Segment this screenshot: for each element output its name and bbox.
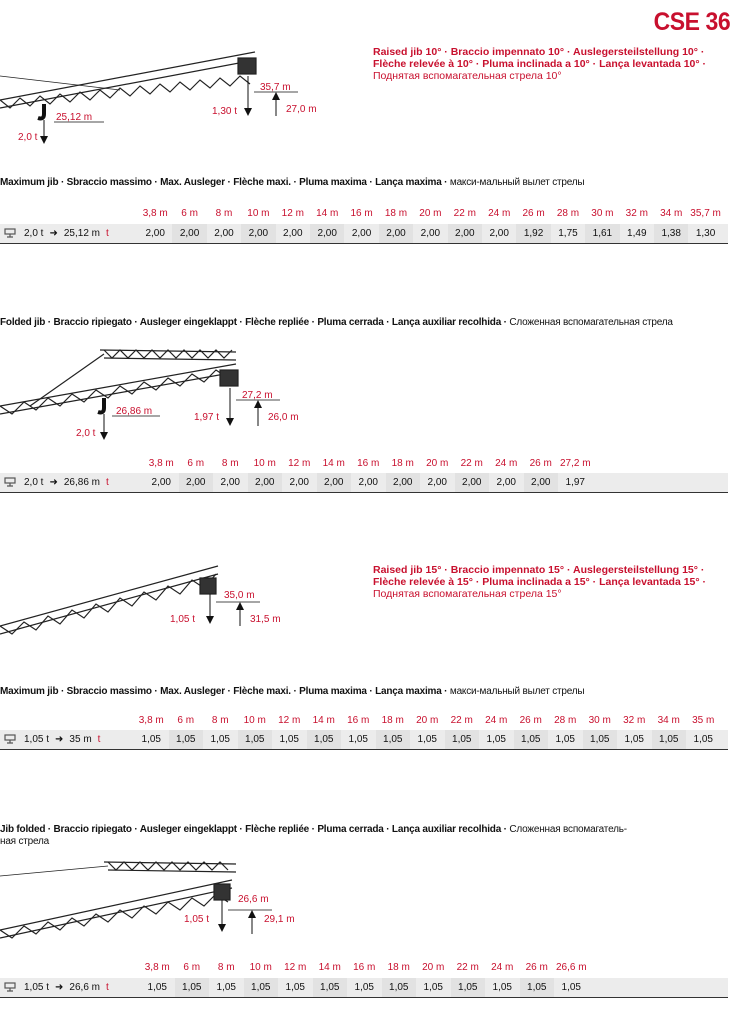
table-cell: 1,75 xyxy=(558,228,578,239)
tip-radius-label: 35,7 m xyxy=(260,82,291,93)
hook-icon xyxy=(98,398,104,413)
table-cell: 1,05 xyxy=(382,978,417,997)
row-radius: 26,86 m xyxy=(63,477,100,488)
unit-label: t xyxy=(97,734,101,745)
tip-radius-label: 27,2 m xyxy=(242,390,273,401)
table-cell: 1,05 xyxy=(652,730,687,749)
table-cell: 2,00 xyxy=(379,224,413,243)
table-cell: 1,05 xyxy=(555,734,575,745)
hook-height-label: 31,5 m xyxy=(250,614,281,625)
column-header: 16 m xyxy=(357,458,380,469)
table-cell: 1,05 xyxy=(285,982,305,993)
table-cell: 1,05 xyxy=(175,978,210,997)
column-header: 35,7 m xyxy=(690,208,721,219)
table-cell: 1,05 xyxy=(583,730,618,749)
column-header: 12 m xyxy=(288,458,311,469)
column-header: 26 m xyxy=(525,962,548,973)
column-header: 22 m xyxy=(453,208,476,219)
table-cell: 2,00 xyxy=(248,473,283,492)
column-header: 6 m xyxy=(181,208,198,219)
section-title-max-jib-10: Maximum jib · Sbraccio massimo · Max. Ausleger · Flèche maxi. · Pluma maxima · Lança maxima · макси-мальный вылет стрелы xyxy=(0,177,585,188)
arrow-icon: ➜ xyxy=(55,982,64,993)
column-header: 10 m xyxy=(247,208,270,219)
jib-radius-label: 26,86 m xyxy=(116,406,153,417)
column-header: 3,8 m xyxy=(144,962,170,973)
column-header: 24 m xyxy=(495,458,518,469)
column-header: 16 m xyxy=(350,208,373,219)
row-lead xyxy=(4,473,109,492)
column-header: 10 m xyxy=(249,962,272,973)
column-header: 20 m xyxy=(419,208,442,219)
table-cell: 1,05 xyxy=(486,734,506,745)
table-cell: 1,05 xyxy=(238,730,273,749)
row-lead xyxy=(4,224,109,243)
tip-load-label: 1,05 t xyxy=(170,614,196,625)
column-header: 26 m xyxy=(529,458,552,469)
section-title-folded-jib-10: Folded jib · Braccio ripiegato · Ausleger eingeklappt · Flèche repliée · Pluma cerrada · Lança auxiliar recolhida · Сложенная вспомагательная стрела xyxy=(0,317,673,328)
unit-label: t xyxy=(106,982,109,993)
table-cell: 2,00 xyxy=(496,477,516,488)
column-header: 3,8 m xyxy=(138,715,164,726)
table-cell: 1,61 xyxy=(585,224,619,243)
table-cell: 1,05 xyxy=(514,730,549,749)
row-load: 1,05 t xyxy=(24,982,50,993)
table-cell: 1,05 xyxy=(376,730,411,749)
column-header: 26,6 m xyxy=(555,962,587,973)
column-header: 18 m xyxy=(384,208,408,219)
column-header: 28 m xyxy=(554,715,577,726)
row-lead xyxy=(4,730,100,749)
table-cell: 2,00 xyxy=(151,477,171,488)
table-cell: 1,05 xyxy=(216,982,236,993)
caption-line-2: Flèche relevée à 15° · Pluma inclinada a 15° · Lança levantada 15° · xyxy=(373,576,707,588)
row-load: 1,05 t xyxy=(24,734,50,745)
column-header: 26 m xyxy=(522,208,545,219)
table-cell: 1,05 xyxy=(141,734,161,745)
unit-label: t xyxy=(106,228,109,239)
column-header: 3,8 m xyxy=(148,458,174,469)
lattice-jib xyxy=(0,52,256,108)
column-header: 24 m xyxy=(488,208,511,219)
column-header: 12 m xyxy=(284,962,307,973)
diagram-raised-jib-15 xyxy=(0,560,300,640)
unit-label: t xyxy=(106,477,109,488)
column-header: 22 m xyxy=(450,715,473,726)
table-cell: 2,00 xyxy=(220,477,240,488)
hook-height-label: 26,0 m xyxy=(268,412,299,423)
table-cell: 2,00 xyxy=(317,473,352,492)
table-cell: 1,05 xyxy=(624,734,644,745)
table-cell: 2,00 xyxy=(241,224,275,243)
hook-icon xyxy=(38,104,44,119)
raised-jib-10-caption xyxy=(373,46,706,82)
table-cell: 1,05 xyxy=(451,978,486,997)
table-cell: 2,00 xyxy=(427,477,447,488)
table-cell: 2,00 xyxy=(214,228,234,239)
table-cell: 1,05 xyxy=(693,734,713,745)
column-header: 6 m xyxy=(187,458,205,469)
column-header: 26 m xyxy=(519,715,542,726)
table-cell: 1,05 xyxy=(210,734,230,745)
column-header: 10 m xyxy=(243,715,266,726)
column-header: 14 m xyxy=(322,458,345,469)
column-header: 34 m xyxy=(657,715,680,726)
table-cell: 2,00 xyxy=(386,473,421,492)
table-row xyxy=(0,224,728,244)
tip-radius-label: 35,0 m xyxy=(224,590,255,601)
table-cell: 2,00 xyxy=(351,228,372,239)
hook-block-icon xyxy=(4,734,16,744)
table-cell: 1,05 xyxy=(561,982,581,993)
tip-load-label: 1,30 t xyxy=(212,106,238,117)
table-cell: 1,05 xyxy=(417,734,437,745)
row-radius: 25,12 m xyxy=(63,228,100,239)
table-cell: 2,00 xyxy=(283,228,303,239)
column-header: 8 m xyxy=(217,962,235,973)
column-header: 27,2 m xyxy=(559,458,591,469)
table-row xyxy=(0,978,728,998)
table-cell: 2,00 xyxy=(172,224,206,243)
column-header: 30 m xyxy=(591,208,614,219)
table-row xyxy=(0,730,728,750)
column-header: 8 m xyxy=(215,208,233,219)
row-radius: 35 m xyxy=(69,734,92,745)
row-load: 2,0 t xyxy=(24,477,44,488)
tip-load-label: 1,97 t xyxy=(194,412,220,423)
column-header: 20 m xyxy=(426,458,449,469)
row-lead xyxy=(4,978,109,997)
arrow-icon: ➜ xyxy=(49,228,58,239)
table-cell: 1,05 xyxy=(279,734,299,745)
table-row xyxy=(0,473,728,493)
column-header: 24 m xyxy=(491,962,514,973)
table-cell: 2,00 xyxy=(455,473,490,492)
table-cell: 2,00 xyxy=(448,224,482,243)
diagram-raised-jib-10 xyxy=(0,40,360,150)
column-header: 14 m xyxy=(316,208,339,219)
arrow-icon: ➜ xyxy=(49,477,58,488)
table-cell: 2,00 xyxy=(179,473,214,492)
caption-line-1: Raised jib 10° · Braccio impennato 10° · Auslegersteilstellung 10° · xyxy=(373,46,705,58)
column-header: 20 m xyxy=(422,962,445,973)
page-title: CSE 36 xyxy=(653,8,730,36)
column-header: 14 m xyxy=(312,715,335,726)
arrow-icon: ➜ xyxy=(55,734,64,745)
column-header: 8 m xyxy=(211,715,229,726)
tip-load-label: 1,05 t xyxy=(184,914,210,925)
column-header: 16 m xyxy=(353,962,376,973)
table-cell: 1,30 xyxy=(695,228,716,239)
column-header: 30 m xyxy=(588,715,611,726)
column-header: 22 m xyxy=(460,458,483,469)
hook-block-icon xyxy=(4,477,16,487)
table-cell: 1,38 xyxy=(654,224,688,243)
table-cell: 2,00 xyxy=(310,224,344,243)
table-cell: 2,00 xyxy=(524,473,559,492)
column-header: 20 m xyxy=(416,715,439,726)
table-cell: 1,05 xyxy=(307,730,342,749)
column-header: 22 m xyxy=(456,962,479,973)
table-cell: 1,05 xyxy=(492,982,512,993)
column-header: 6 m xyxy=(183,962,201,973)
caption-line-3: Поднятая вспомагательная стрела 10° xyxy=(373,70,562,82)
hook-load-label: 2,0 t xyxy=(76,428,96,439)
column-header: 34 m xyxy=(660,208,683,219)
column-header: 18 m xyxy=(391,458,414,469)
column-header: 28 m xyxy=(556,208,580,219)
column-header: 6 m xyxy=(177,715,195,726)
table-cell: 1,97 xyxy=(565,477,585,488)
table-cell: 1,05 xyxy=(244,978,279,997)
column-header: 24 m xyxy=(485,715,508,726)
caption-line-3: Поднятая вспомагательная стрела 15° xyxy=(373,588,562,600)
column-header: 10 m xyxy=(253,458,276,469)
hook-load-label: 2,0 t xyxy=(18,132,38,143)
raised-jib-15-caption xyxy=(373,564,706,600)
section-title-folded-jib-15: Jib folded · Braccio ripiegato · Ausleger eingeklappt · Flèche repliée · Pluma cerrada · Lança auxiliar recolhida · Сложенная вспомагатель- ная стрела xyxy=(0,824,627,847)
hook-block-icon xyxy=(4,228,16,238)
hook-block-icon xyxy=(4,982,16,992)
column-header: 18 m xyxy=(381,715,404,726)
table-cell: 1,05 xyxy=(423,982,443,993)
table-cell: 1,05 xyxy=(147,982,167,993)
table-cell: 1,05 xyxy=(348,734,368,745)
column-header: 14 m xyxy=(318,962,341,973)
jib-radius-label: 25,12 m xyxy=(56,112,93,123)
column-header: 32 m xyxy=(623,715,646,726)
table-cell: 2,00 xyxy=(289,477,309,488)
column-header: 3,8 m xyxy=(142,208,168,219)
tip-radius-label: 26,6 m xyxy=(238,894,269,905)
column-header: 18 m xyxy=(387,962,410,973)
table-cell: 2,00 xyxy=(145,228,165,239)
table-cell: 1,05 xyxy=(169,730,204,749)
table-cell: 1,49 xyxy=(627,228,647,239)
column-header: 8 m xyxy=(221,458,239,469)
column-header: 16 m xyxy=(347,715,370,726)
table-cell: 2,00 xyxy=(358,477,378,488)
column-header: 32 m xyxy=(625,208,648,219)
hook-height-label: 27,0 m xyxy=(286,104,317,115)
column-header: 12 m xyxy=(278,715,301,726)
table-cell: 1,92 xyxy=(516,224,550,243)
caption-line-2: Flèche relevée à 10° · Pluma inclinada a 10° · Lança levantada 10° · xyxy=(373,58,707,70)
column-header: 35 m xyxy=(692,715,715,726)
table-cell: 2,00 xyxy=(489,228,509,239)
table-cell: 1,05 xyxy=(520,978,555,997)
section-title-max-jib-15: Maximum jib · Sbraccio massimo · Max. Ausleger · Flèche maxi. · Pluma maxima · Lança maxima · макси-мальный вылет стрелы xyxy=(0,686,585,697)
row-load: 2,0 t xyxy=(24,228,44,239)
table-cell: 1,05 xyxy=(354,982,374,993)
column-header: 12 m xyxy=(281,208,304,219)
hook-height-label: 29,1 m xyxy=(264,914,295,925)
caption-line-1: Raised jib 15° · Braccio impennato 15° · Auslegersteilstellung 15° · xyxy=(373,564,705,576)
table-cell: 1,05 xyxy=(445,730,480,749)
table-cell: 2,00 xyxy=(420,228,441,239)
table-cell: 1,05 xyxy=(313,978,348,997)
row-radius: 26,6 m xyxy=(69,982,100,993)
